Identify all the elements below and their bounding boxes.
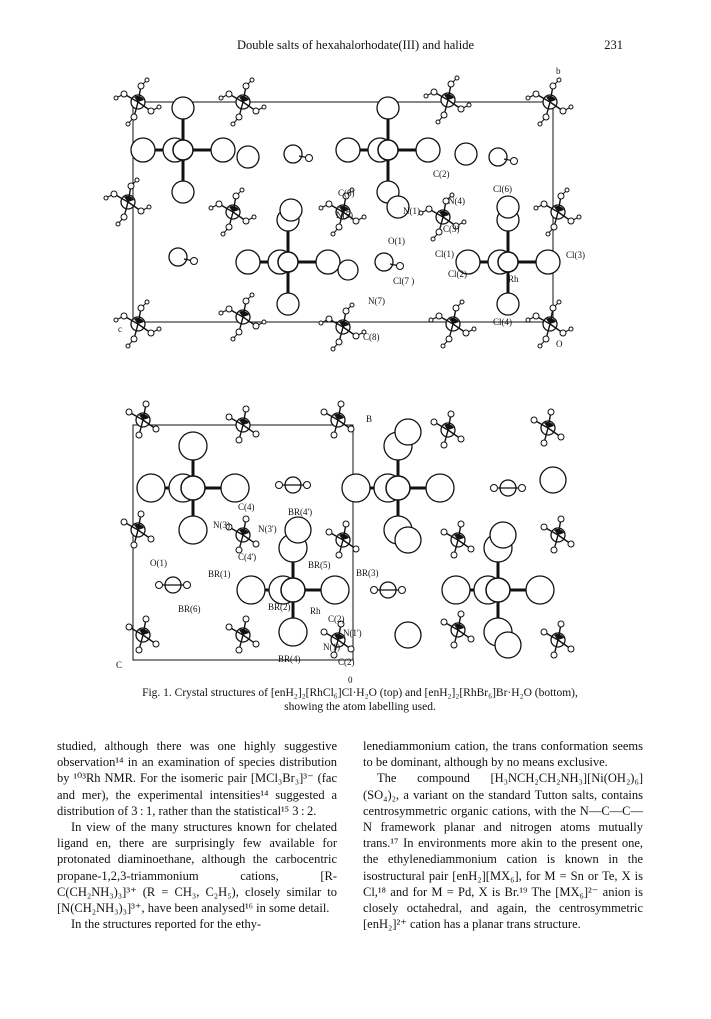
label-b: b	[556, 66, 561, 76]
running-title: Double salts of hexahalorhodate(III) and halide	[236, 38, 475, 52]
label-rh: Rh	[310, 606, 321, 616]
label-n4: N(4)	[448, 196, 465, 206]
label-n5: N(5)	[336, 210, 353, 220]
label-c6: C(6)	[338, 188, 355, 198]
label-cl7: Cl(7 )	[393, 276, 415, 286]
crystal-structure-bottom-drawing	[88, 400, 628, 685]
label-n1p: N(1')	[343, 628, 362, 638]
label-cl4: Cl(4)	[493, 317, 512, 327]
caption-line-1: Fig. 1. Crystal structures of [enH₂]₂[RhCl₆]Cl·H₂O (top) and [enH₂]₂[RhBr₆]Br·H₂O (bottom),	[142, 687, 578, 699]
label-c8: C(8)	[363, 332, 380, 342]
left-column	[57, 738, 337, 932]
label-br5: BR(5)	[308, 560, 331, 570]
label-n1: N(1)	[403, 206, 420, 216]
page-number: 231	[604, 38, 623, 52]
caption-line-2: showing the atom labelling used.	[284, 701, 436, 713]
label-br3: BR(3)	[356, 568, 379, 578]
label-c2: C(2)	[433, 169, 450, 179]
label-n7: N(7)	[368, 296, 385, 306]
label-C: C	[116, 660, 123, 670]
label-c4p: C(4')	[238, 552, 257, 562]
label-n3: N(3)	[213, 520, 230, 530]
label-cl2: Cl(2)	[448, 269, 467, 279]
left-paragraph-2: In view of the many structures known for chelated ligand en, there are surprisingly few available for protonated diaminoethane, although the carbocentric propane-1,2,3-triammonium cations, [R-C(CH₂NH₃)₃]³⁺ (R = CH₃, C₂H₅), closely similar to [N(CH₂NH₃)₃]³⁺, have been analysed¹⁶ in some detail.	[57, 820, 337, 916]
label-cl1: Cl(1)	[435, 249, 454, 259]
label-o1: O(1)	[150, 558, 167, 568]
left-paragraph-1: studied, although there was one highly suggestive observation¹⁴ in an examination of species distribution by ¹⁰³Rh NMR. For the isomeric pair [MCl₃Br₃]³⁻ (fac and mer), the experimental intensities¹⁴ suggested a distribution of 3 : 1, rather than the statistical¹⁵ 3 : 2.	[57, 739, 337, 818]
label-c2-lower: C(2)	[338, 657, 355, 667]
left-paragraph-3: In the structures reported for the ethy-	[71, 917, 262, 932]
label-cl6: Cl(6)	[493, 184, 512, 194]
label-O: 0	[348, 675, 353, 685]
label-br1: BR(1)	[208, 569, 231, 579]
label-br6: BR(6)	[178, 604, 201, 614]
right-column	[363, 738, 643, 932]
label-B: B	[366, 414, 373, 424]
label-rh: Rh	[508, 274, 519, 284]
label-c2: C(2)	[328, 614, 345, 624]
label-c4: C(4)	[238, 502, 255, 512]
figure-caption	[80, 686, 640, 714]
label-n3p: N(3')	[258, 524, 277, 534]
label-c: c	[118, 324, 122, 334]
label-n1: N(1)	[323, 642, 340, 652]
crystal-structure-figure-bottom	[88, 400, 628, 685]
label-br2: BR(2)	[268, 602, 291, 612]
label-br4p: BR(4')	[288, 507, 313, 517]
label-br4: BR(4)	[278, 654, 301, 664]
crystal-structure-top-drawing	[88, 62, 628, 362]
right-paragraph-2: The compound [H₃NCH₂CH₂NH₃][Ni(OH₂)₆](SO₄)₂, a variant on the standard Tutton salts, contains centrosymmetric organic cations, with the N—C—C—N framework planar and nitrogen atoms mutually trans.¹⁷ In environments more akin to the present one, the ethylenediammonium cation is known in the isostructural pair [enH₂][MX₆], for M = Sn or Te, X is Cl,¹⁸ and for M = Pd, X is Br.¹⁹ The [MX₆]²⁻ anion is closely octahedral, and again, the centrosymmetric [enH₂]²⁺ cation has a planar trans structure.	[363, 771, 643, 932]
crystal-structure-figure-top	[88, 62, 628, 362]
label-o1: O(1)	[388, 236, 405, 246]
right-paragraph-1: lenediammonium cation, the trans conformation seems to be dominant, although by no means exclusive.	[363, 739, 643, 770]
label-o: O	[556, 339, 563, 349]
label-c3: C(3)	[443, 224, 460, 234]
label-cl3: Cl(3)	[566, 250, 585, 260]
